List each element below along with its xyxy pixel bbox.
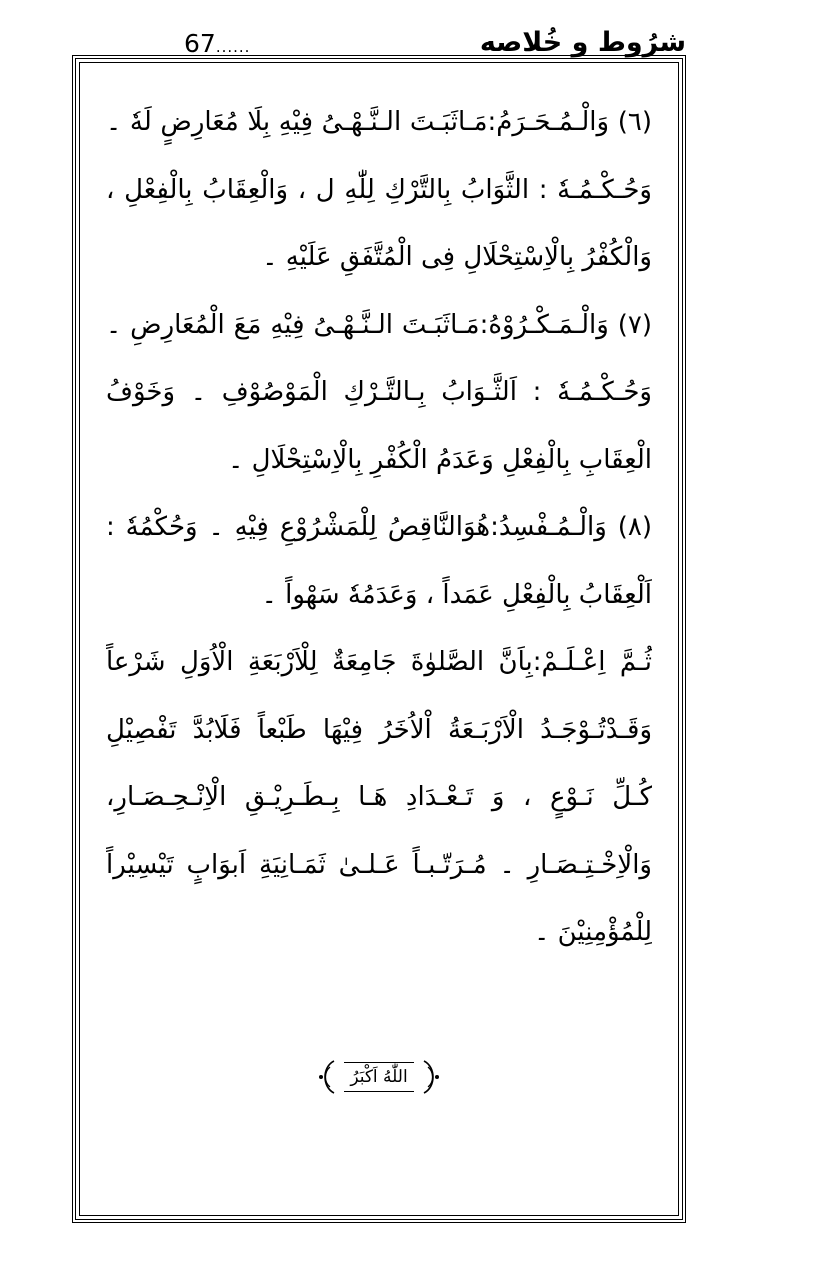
page-frame xyxy=(72,55,686,1223)
ornament-text: اللّٰهُ اَكْبَرُ xyxy=(344,1062,413,1092)
body-line: وَحُـكْـمُـهٗ : الثَّوَابُ بِالتَّرْكِ لِلّٰهِ ل ، وَالْعِقَابُ بِالْفِعْلِ ، xyxy=(106,174,652,205)
body-line: لِلْمُؤْمِنِيْنَ ۔ xyxy=(534,917,652,947)
body-line: ثُـمَّ اِعْـلَـمْ:بِاَنَّ الصَّلوٰةَ جَامِعَةٌ لِلْاَرْبَعَةِ الْاُوَلِ شَرْعاً xyxy=(106,647,652,677)
page-number-dots: ...... xyxy=(215,38,251,56)
ornament-right-cap-icon xyxy=(420,1057,442,1097)
body-line: (٨) وَالْـمُـفْسِدُ:هُوَالنَّاقِصُ لِلْمَشْرُوْعِ فِيْهِ ۔ وَحُكْمُهٗ : xyxy=(106,512,652,542)
body-line: وَحُـكْـمُـهٗ : اَلثَّـوَابُ بِـالتَّـرْكِ الْمَوْصُوْفِ ۔ وَخَوْفُ xyxy=(106,377,652,407)
body-line: (٧) وَالْـمَـكْـرُوْهُ:مَـاثَبَـتَ الـنَّـهْـىُ فِيْهِ مَعَ الْمُعَارِضِ ۔ xyxy=(106,309,652,340)
page-number xyxy=(72,31,250,56)
page-body xyxy=(106,89,652,967)
body-line: وَقَـدْتُـوْجَـدُ الْاَرْبَـعَةُ اْلاُخَرُ فِيْهَا طَبْعاً فَلَابُدَّ تَفْصِيْلِ xyxy=(106,714,652,745)
body-line: وَالْاِخْـتِـصَـارِ ۔ مُـرَتّـبـاً عَـلـىٰ ثَمَـانِيَةِ اَبوَابٍ تَيْسِيْراً xyxy=(106,849,652,880)
body-line: اَلْعِقَابُ بِالْفِعْلِ عَمَداً ، وَعَدَمُهٗ سَهْواً ۔ xyxy=(261,579,652,610)
body-line: وَالْكُفْرُ بِالْاِسْتِحْلَالِ فِى الْمُتَّفَقِ عَلَيْهِ ۔ xyxy=(262,242,652,272)
body-line: الْعِقَابِ بِالْفِعْلِ وَعَدَمُ الْكُفْرِ بِالْاِسْتِحْلَالِ ۔ xyxy=(228,444,652,475)
body-line: كُـلِّ نَـوْعٍ ، وَ تَـعْـدَادِ هَـا بِـطَـرِيْـقِ الْاِنْـحِـصَـارِ، xyxy=(106,782,652,812)
page-number-value: 67 xyxy=(184,29,216,58)
end-ornament xyxy=(76,1057,682,1097)
body-line: (٦) وَالْـمُـحَـرَمُ:مَـاثَبَـتَ الـنَّـهْـىُ فِيْهِ بِلَا مُعَارِضٍ لَهٗ ۔ xyxy=(106,107,652,137)
ornament-box xyxy=(316,1057,441,1097)
book-title: شرُوط و خُلاصه xyxy=(479,27,686,58)
page-header xyxy=(72,14,686,56)
ornament-left-cap-icon xyxy=(316,1057,338,1097)
